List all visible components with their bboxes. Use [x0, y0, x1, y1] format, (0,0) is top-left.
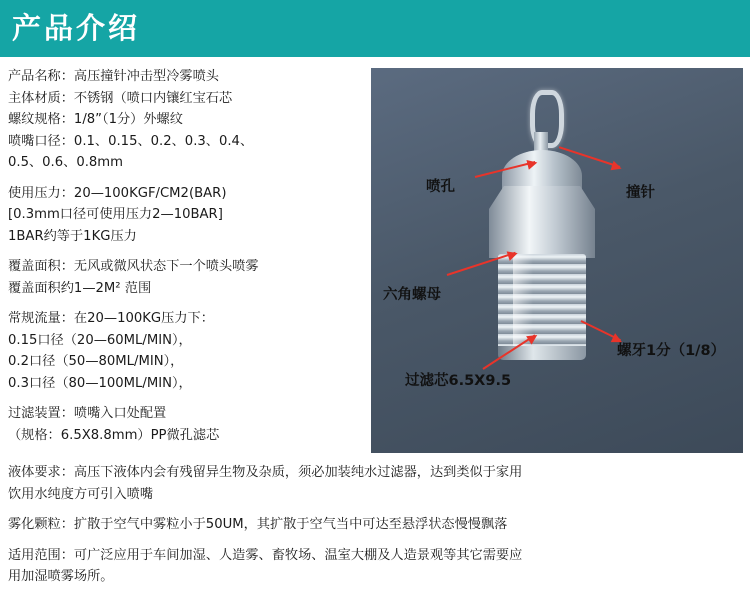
- spec-line: 过滤装置：喷嘴入口处配置: [8, 406, 167, 421]
- spec-line: 0.15口径（20—60ML/MIN），: [8, 332, 192, 348]
- callout-thread-size: 螺牙1分（1/8）: [617, 343, 726, 359]
- spec-line: 主体材质：不锈钢（喷口内镶红宝石芯: [8, 90, 233, 106]
- spec-line: 覆盖面积约1—2M² 范围: [8, 280, 152, 296]
- spec-line: 0.3口径（80—100ML/MIN），: [8, 375, 192, 391]
- spec-block-filter: [8, 403, 360, 446]
- spec-line: 常规流量：在20—100KG压力下：: [8, 311, 214, 326]
- nozzle-cap: [502, 150, 582, 192]
- spec-line: 覆盖面积：无风或微风状态下一个喷头喷雾: [8, 259, 259, 274]
- nozzle-illustration: [371, 68, 743, 453]
- nozzle-thread: [498, 254, 586, 350]
- spec-line: [0.3mm口径可使用压力2—10BAR]: [8, 207, 223, 222]
- spec-block-basic: [8, 66, 360, 174]
- spec-line: 喷嘴口径：0.1、0.15、0.2、0.3、0.4、: [8, 133, 254, 149]
- bottom-block-particle: [8, 514, 744, 536]
- callout-impact-pin: 撞针: [626, 185, 655, 201]
- bottom-line: 适用范围：可广泛应用于车间加湿、人造雾、畜牧场、温室大棚及人造景观等其它需要应: [8, 547, 523, 563]
- callout-hex-nut: 六角螺母: [383, 287, 441, 303]
- bottom-line: 饮用水纯度方可引入喷嘴: [8, 486, 154, 502]
- spec-block-flow: [8, 308, 360, 394]
- callout-filter-core: 过滤芯6.5X9.5: [405, 373, 512, 389]
- spec-block-pressure: [8, 183, 360, 248]
- product-photo: [371, 68, 743, 453]
- spec-line: 0.2口径（50—80ML/MIN），: [8, 354, 184, 369]
- callout-spray-hole: 喷孔: [426, 179, 455, 195]
- bottom-line: 雾化颗粒：扩散于空气中雾粒小于50UM，其扩散于空气当中可达至悬浮状态慢慢飘落: [8, 517, 508, 532]
- specifications-list: [8, 66, 360, 446]
- bottom-line: 用加湿喷雾场所。: [8, 569, 114, 584]
- spec-line: （规格：6.5X8.8mm）PP微孔滤芯: [8, 427, 220, 443]
- bottom-block-application: [8, 545, 744, 588]
- spec-line: 产品名称：高压撞针冲击型冷雾喷头: [8, 69, 219, 84]
- bottom-block-liquid: [8, 462, 744, 505]
- hex-nut-body: [489, 186, 595, 258]
- bottom-line: 液体要求：高压下液体内会有残留异生物及杂质，须必加装纯水过滤器，达到类似于家用: [8, 465, 523, 480]
- spec-line: 螺纹规格：1/8”（1分）外螺纹: [8, 112, 183, 127]
- spec-line: 0.5、0.6、0.8mm: [8, 155, 123, 170]
- page-banner: [0, 0, 750, 57]
- page-title: 产品介绍: [12, 11, 141, 45]
- spec-block-coverage: [8, 256, 360, 299]
- spec-line: 使用压力：20—100KGF/CM2(BAR): [8, 185, 227, 201]
- spec-line: 1BAR约等于1KG压力: [8, 228, 137, 244]
- bottom-description: [8, 462, 744, 588]
